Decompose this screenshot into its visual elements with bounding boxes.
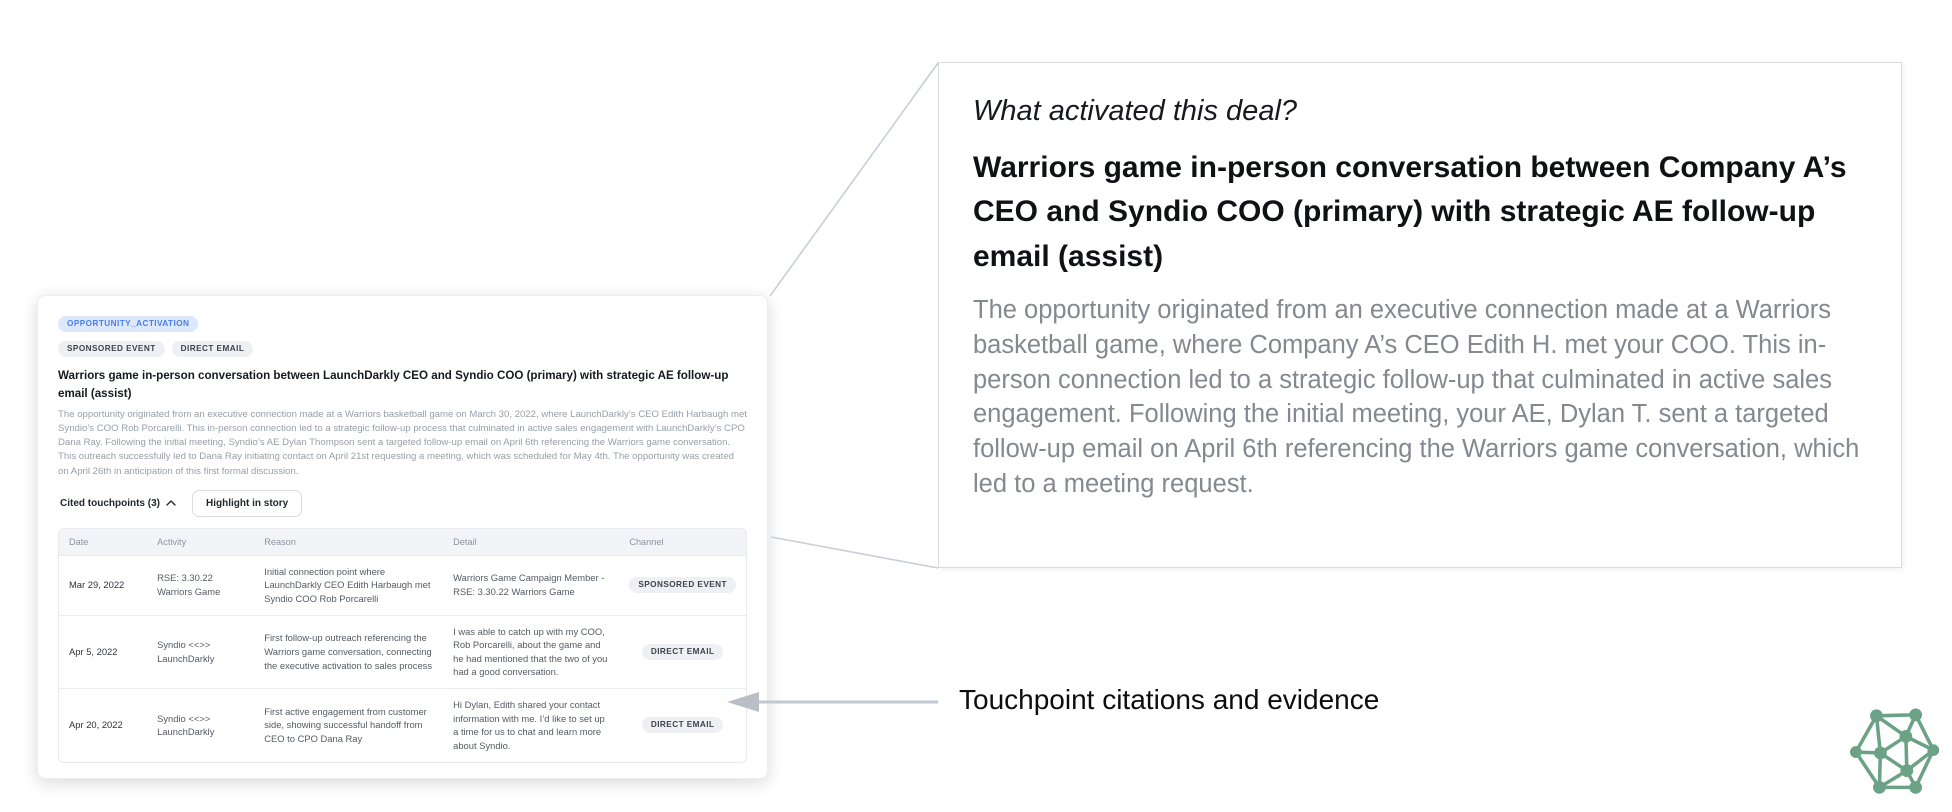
- activation-title: Warriors game in-person conversation between LaunchDarkly CEO and Syndio COO (primary) with strategic AE follow-up email (assist): [58, 369, 729, 400]
- explanation-text: The opportunity originated from an executive connection made at a Warriors basketball game, where Company A’s CEO Edith H. met your COO. This in-person connection led to a strategic follow-up that culminated in active sales engagement. Following the initial meeting, your AE, Dylan T. sent a targeted follow-up email on April 6th referencing the Warriors game conversation, which led to a meeting request.: [973, 296, 1860, 498]
- column-header-detail: Detail: [443, 529, 619, 556]
- highlight-in-story-button[interactable]: Highlight in story: [192, 490, 302, 517]
- cell-reason: First follow-up outreach referencing the Warriors game conversation, connecting the executive activation to sales process: [254, 615, 443, 689]
- column-header-channel: Channel: [619, 529, 746, 556]
- cell-reason: First active engagement from customer side, showing successful handoff from CEO to CPO Dana Ray: [254, 689, 443, 762]
- cell-detail: Hi Dylan, Edith shared your contact information with me. I’d like to set up a time for us to chat and learn more about Syndio.: [443, 689, 619, 762]
- cell-activity: RSE: 3.30.22 Warriors Game: [147, 555, 254, 615]
- card-actions: [58, 490, 747, 517]
- column-header-date: Date: [59, 529, 147, 556]
- touchpoint-callout-label: Touchpoint citations and evidence: [959, 684, 1380, 715]
- network-graph-logo: [1850, 706, 1948, 804]
- cited-touchpoints-toggle[interactable]: [58, 492, 178, 515]
- channel-badge: DIRECT EMAIL: [642, 644, 724, 660]
- category-badge: OPPORTUNITY_ACTIVATION: [58, 316, 198, 332]
- channel-badge: SPONSORED EVENT: [629, 577, 736, 593]
- leader-line-top: [770, 63, 938, 296]
- touchpoints-table-wrap: [58, 528, 747, 763]
- activation-summary: The opportunity originated from an executive connection made at a Warriors basketball game on March 30, 2022, where LaunchDarkly’s CEO Edith Harbaugh met Syndio’s COO Rob Porcarelli. This in-person connection led to a strategic follow-up process that culminated in active sales engagement with LaunchDarkly’s CPO Dana Ray. Following the initial meeting, Syndio’s AE Dylan Thompson sent a targeted follow-up email on April 6th referencing the Warriors game conversation. This outreach successfully led to Dana Ray initiating contact on April 21st requesting a meeting, which was scheduled for May 4th. The opportunity was created on April 26th in anticipation of this first formal discussion.: [58, 409, 747, 477]
- cited-touchpoints-label: Cited touchpoints (3): [60, 497, 160, 509]
- column-header-activity: Activity: [147, 529, 254, 556]
- table-row: [59, 555, 746, 615]
- column-header-reason: Reason: [254, 529, 443, 556]
- cell-channel: [619, 615, 746, 689]
- cell-detail: Warriors Game Campaign Member - RSE: 3.30.22 Warriors Game: [443, 555, 619, 615]
- cell-detail: I was able to catch up with my COO, Rob Porcarelli, about the game and he had mentioned that the two of you had a good conversation.: [443, 615, 619, 689]
- channel-badge: DIRECT EMAIL: [642, 717, 724, 733]
- cell-date: Apr 5, 2022: [59, 615, 147, 689]
- cell-reason: Initial connection point where LaunchDarkly CEO Edith Harbaugh met Syndio COO Rob Porcarelli: [254, 555, 443, 615]
- cell-activity: Syndio <<>> LaunchDarkly: [147, 615, 254, 689]
- annotation-panel: [938, 62, 1902, 568]
- question-heading: What activated this deal?: [973, 95, 1298, 127]
- channel-badge-direct-email: DIRECT EMAIL: [172, 341, 254, 357]
- table-row: [59, 615, 746, 689]
- table-row: [59, 689, 746, 762]
- leader-line-bottom: [771, 537, 938, 568]
- cell-date: Mar 29, 2022: [59, 555, 147, 615]
- cell-activity: Syndio <<>> LaunchDarkly: [147, 689, 254, 762]
- table-header-row: [59, 529, 746, 556]
- activation-card: [37, 295, 768, 779]
- channel-badge-row: [58, 341, 747, 357]
- touchpoints-table: [59, 529, 746, 762]
- cell-channel: [619, 555, 746, 615]
- channel-badge-sponsored-event: SPONSORED EVENT: [58, 341, 165, 357]
- answer-heading: Warriors game in-person conversation between Company A’s CEO and Syndio COO (primary) with strategic AE follow-up email (assist): [973, 151, 1847, 273]
- chevron-up-icon: [166, 500, 176, 506]
- cell-date: Apr 20, 2022: [59, 689, 147, 762]
- cell-channel: [619, 689, 746, 762]
